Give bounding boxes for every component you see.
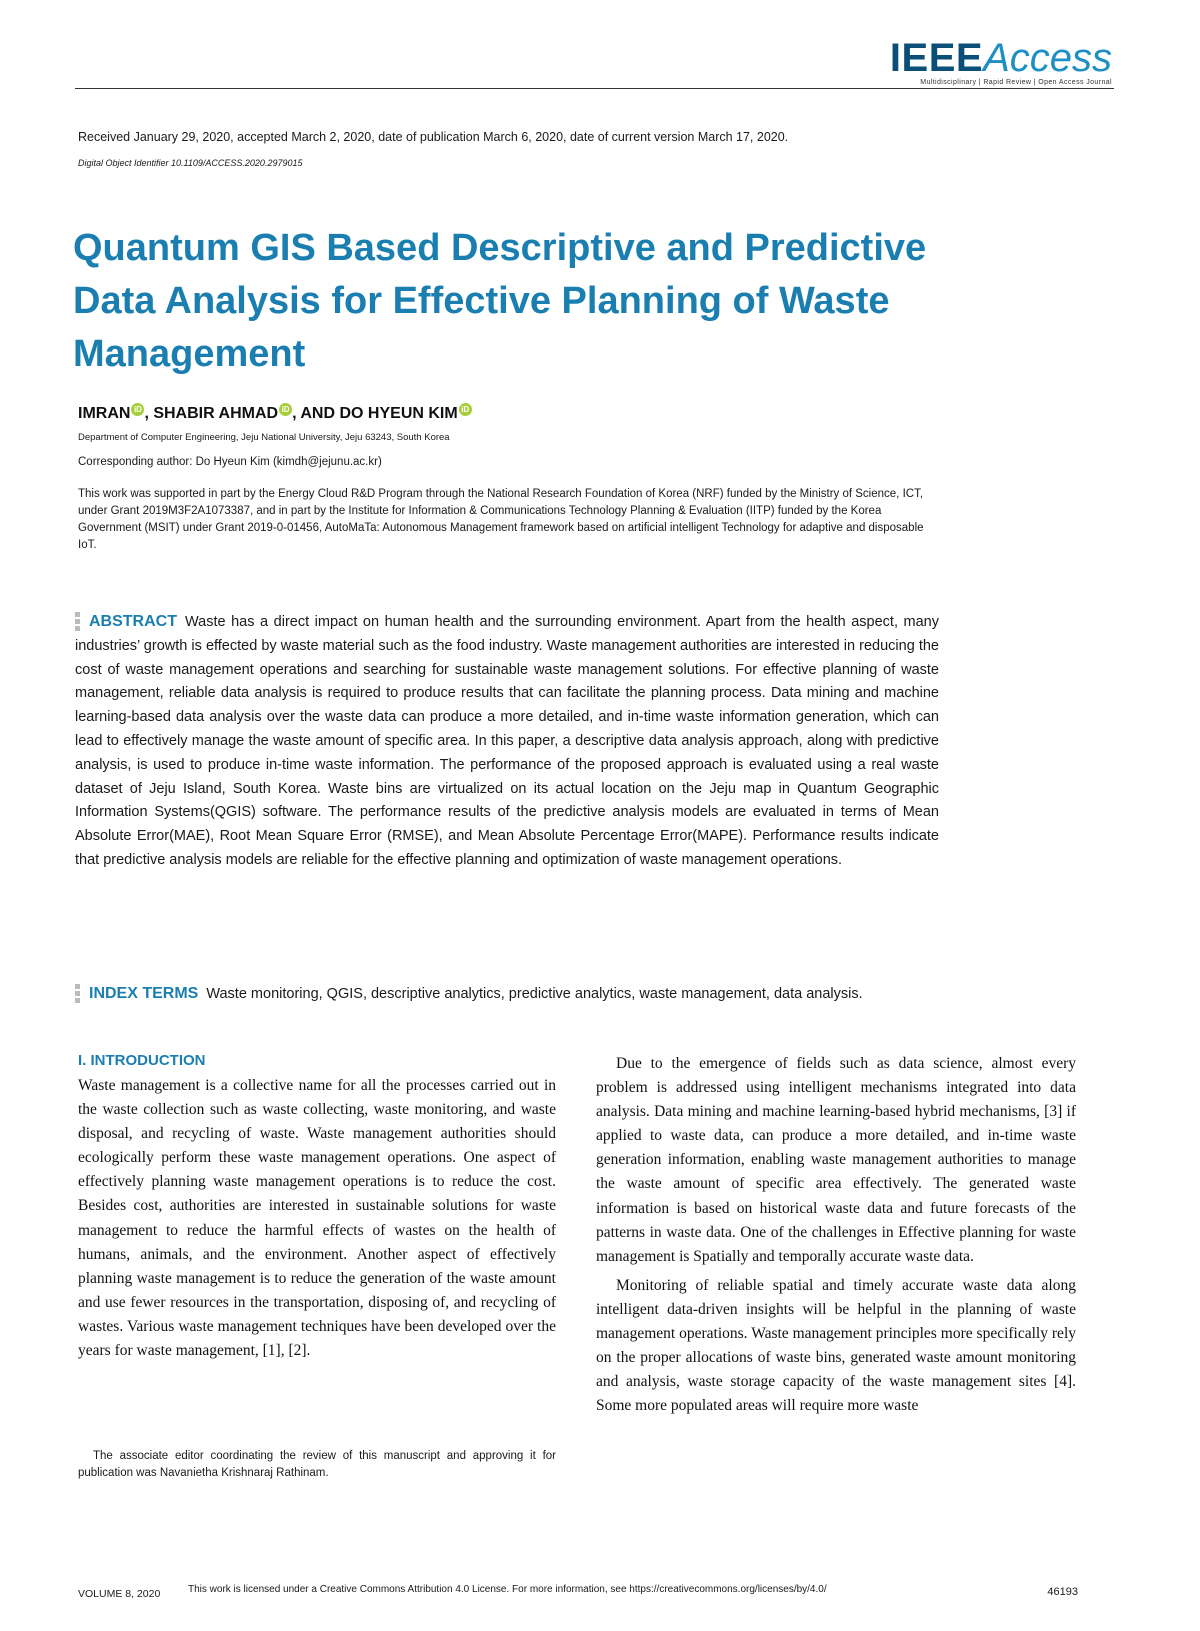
footer-volume: VOLUME 8, 2020 xyxy=(78,1588,161,1600)
index-terms-block xyxy=(75,982,939,1007)
orcid-icon[interactable]: iD xyxy=(279,403,292,416)
logo-ieee: IEEE xyxy=(889,36,984,80)
abstract-block xyxy=(75,610,939,873)
paper-title: Quantum GIS Based Descriptive and Predictive Data Analysis for Effective Planning of Waste Management xyxy=(73,227,927,375)
orcid-icon[interactable]: iD xyxy=(131,403,144,416)
logo-tagline: Multidisciplinary | Rapid Review | Open Access Journal xyxy=(920,79,1112,86)
doi-line: Digital Object Identifier 10.1109/ACCESS.2020.2979015 xyxy=(78,158,303,168)
page-number: 46193 xyxy=(1047,1586,1078,1598)
orcid-icon[interactable]: iD xyxy=(459,403,472,416)
intro-right-paragraph: Due to the emergence of fields such as data science, almost every problem is addressed using intelligent mechanisms integrated into data analysis. Data mining and machine learning-based hybrid mechanisms, [3] if applied to waste data, can produce a more detailed, and in-time waste generation information, enabling waste management authorities to manage the waste amount of specific area effectively. The generated waste information is based on historical waste data and future forecasts of the patterns in waste data. One of the challenges in Effective planning for waste management is Spatially and temporally accurate waste data. xyxy=(596,1055,1076,1265)
intro-right-paragraph: Monitoring of reliable spatial and timely accurate waste data along intelligent data-driven insights will be helpful in the planning of waste management operations. Waste management principles more specifically rely on the proper allocations of waste bins, generated waste amount monitoring and analysis, waste storage capacity of the waste management sites [4]. Some more populated areas will require more waste xyxy=(596,1276,1076,1415)
footnote-text: The associate editor coordinating the review of this manuscript and approving it for publication was Navanietha Krishnaraj Rathinam. xyxy=(78,1450,556,1479)
author-name: IMRAN xyxy=(78,405,131,422)
abstract-label: ABSTRACT xyxy=(89,613,177,630)
author-list xyxy=(78,405,472,423)
section-marker-icon xyxy=(75,612,81,633)
intro-left-paragraph: Waste management is a collective name for all the processes carried out in the waste collection such as waste collecting, waste monitoring, and waste disposal, and recycling of waste. Waste management authorities should ecologically perform these waste management operations. One aspect of effectively planning waste management operations is to reduce the cost. Besides cost, authorities are interested in sustainable solutions for waste management to reduce the harmful effects of wastes on the health of humans, animals, and the environment. Another aspect of effectively planning waste management is to reduce the generation of the waste amount and use fewer resources in the transportation, disposing of, and recycling of wastes. Various waste management techniques have been developed over the years for waste management, [1], [2]. xyxy=(78,1077,556,1360)
section-heading: I. INTRODUCTION xyxy=(78,1052,206,1069)
abstract-text: Waste has a direct impact on human health and the surrounding environment. Apart from the health aspect, many industries’ growth is effected by waste material such as the food industry. Waste management authorities are interested in reducing the cost of waste management operations and searching for sustainable waste management solutions. For effective planning of waste management, reliable data analysis is required to produce results that can facilitate the planning process. Data mining and machine learning-based data analysis over the waste data can produce a more detailed, and in-time waste information generation, which can lead to effectively manage the waste amount of specific area. In this paper, a descriptive data analysis approach, along with predictive analysis, is used to produce in-time waste information. The performance of the proposed approach is evaluated using a real waste dataset of Jeju Island, South Korea. Waste bins are virtualized on its actual location on the Jeju map in Quantum Geographic Information Systems(QGIS) software. The performance results of the predictive analysis models are evaluated in terms of Mean Absolute Error(MAE), Root Mean Square Error (RMSE), and Mean Absolute Percentage Error(MAPE). Performance results indicate that predictive analysis models are reliable for the effective planning and optimization of waste management operations. xyxy=(75,614,939,868)
index-terms-label: INDEX TERMS xyxy=(89,985,199,1002)
received-dates: Received January 29, 2020, accepted March 2, 2020, date of publication March 6, 2020, date of current version March 17, 2020. xyxy=(78,130,789,144)
logo-access: Access xyxy=(983,36,1112,80)
editor-footnote xyxy=(78,1448,556,1482)
footer-license[interactable]: This work is licensed under a Creative Commons Attribution 4.0 License. For more information, see https://creativecommons.org/licenses/by/4.0/ xyxy=(188,1584,827,1595)
funding-statement: This work was supported in part by the Energy Cloud R&D Program through the National Research Foundation of Korea (NRF) funded by the Ministry of Science, ICT, under Grant 2019M3F2A1073387, and in part by the Institute for Information & Communications Technology Planning & Evaluation (IITP) funded by the Korea Government (MSIT) under Grant 2019-0-01456, AutoMaTa: Autonomous Management framework based on artificial intelligent Technology for adaptive and disposable IoT. xyxy=(78,488,924,551)
journal-logo xyxy=(890,36,1112,86)
index-terms-text: Waste monitoring, QGIS, descriptive analytics, predictive analytics, waste management, data analysis. xyxy=(206,986,863,1002)
affiliation: Department of Computer Engineering, Jeju National University, Jeju 63243, South Korea xyxy=(78,432,450,443)
author-name: , AND DO HYEUN KIM xyxy=(292,405,458,422)
section-marker-icon xyxy=(75,984,81,1005)
corresponding-author: Corresponding author: Do Hyeun Kim (kimdh@jejunu.ac.kr) xyxy=(78,456,382,468)
header-divider xyxy=(75,88,1114,89)
author-name: , SHABIR AHMAD xyxy=(144,405,279,422)
intro-right-column xyxy=(596,1052,1076,1418)
